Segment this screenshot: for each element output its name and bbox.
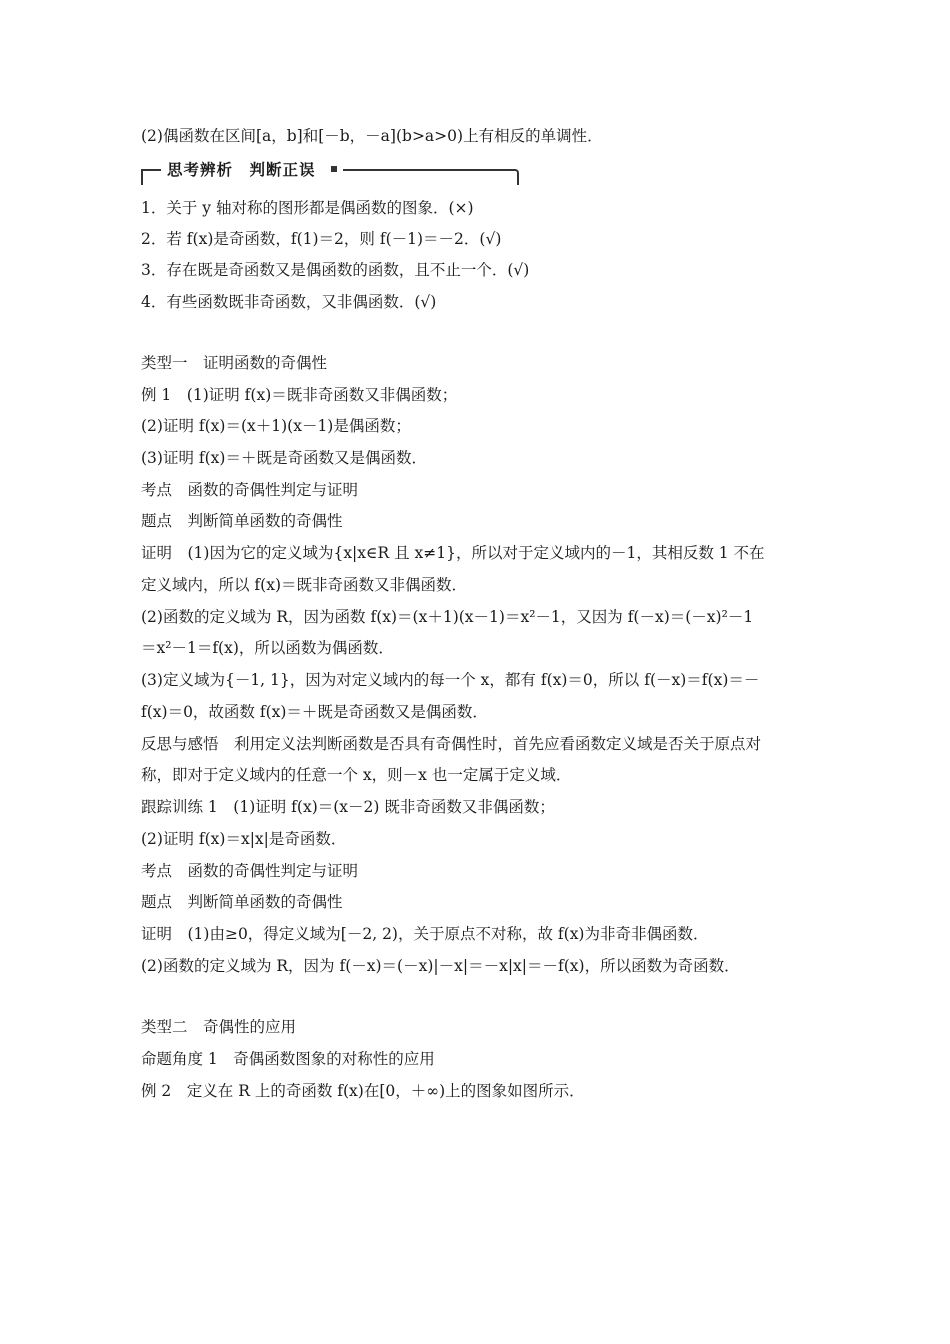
section1-heading: 类型一 证明函数的奇偶性	[141, 354, 328, 372]
banner-square-icon	[331, 166, 337, 172]
proof3-line2: f(x)＝0，故函数 f(x)＝＋既是奇函数又是偶函数．	[141, 703, 488, 721]
practice1-line2: (2)证明 f(x)＝x|x|是奇函数．	[141, 830, 347, 848]
tidian-line: 题点 判断简单函数的奇偶性	[141, 512, 343, 530]
judgment-item-1: 1．关于 y 轴对称的图形都是偶函数的图象．(×)	[141, 199, 474, 217]
banner-left-cap	[141, 169, 145, 185]
reflection-line1: 反思与感悟 利用定义法判断函数是否具有奇偶性时，首先应看函数定义域是否关于原点对	[141, 735, 762, 753]
example2-line: 例 2 定义在 R 上的奇函数 f(x)在[0，＋∞)上的图象如图所示．	[141, 1082, 585, 1100]
banner-right-bar	[343, 169, 515, 171]
judgment-item-4: 4．有些函数既非奇函数，又非偶函数．(√)	[141, 293, 437, 311]
judgment-item-3: 3．存在既是奇函数又是偶函数的函数，且不止一个．(√)	[141, 261, 530, 279]
proof2-line1: (2)函数的定义域为 R，因为函数 f(x)＝(x＋1)(x－1)＝x²－1，又因为 f(－x)＝(－x)²－1	[141, 608, 754, 626]
example1-line3: (3)证明 f(x)＝＋既是奇函数又是偶函数．	[141, 449, 427, 467]
intro-line: (2)偶函数在区间[a，b]和[－b，－a](b>a>0)上有相反的单调性．	[141, 127, 603, 145]
banner-left-bar	[141, 169, 161, 171]
judgment-item-2: 2．若 f(x)是奇函数，f(1)＝2，则 f(－1)＝－2．(√)	[141, 230, 502, 248]
banner-title: 思考辨析 判断正误	[167, 161, 316, 179]
proof1-line1: 证明 (1)因为它的定义域为{x|x∈R 且 x≠1}，所以对于定义域内的－1，其相反数 1 不在	[141, 544, 765, 562]
example1-line2: (2)证明 f(x)＝(x＋1)(x－1)是偶函数；	[141, 417, 411, 435]
proof2-line2: ＝x²－1＝f(x)，所以函数为偶函数．	[141, 639, 394, 657]
practice-proof-line1: 证明 (1)由≥0，得定义域为[－2, 2)，关于原点不对称，故 f(x)为非奇非偶函数．	[141, 925, 709, 943]
proof1-line2: 定义域内，所以 f(x)＝既非奇函数又非偶函数．	[141, 576, 468, 594]
section2-heading: 类型二 奇偶性的应用	[141, 1018, 297, 1036]
practice1-line1: 跟踪训练 1 (1)证明 f(x)＝(x－2) 既非奇函数又非偶函数；	[141, 798, 555, 816]
kaodian-line: 考点 函数的奇偶性判定与证明	[141, 481, 359, 499]
kaodian-line-2: 考点 函数的奇偶性判定与证明	[141, 862, 359, 880]
banner-right-cap	[515, 169, 519, 185]
angle1-line: 命题角度 1 奇偶函数图象的对称性的应用	[141, 1050, 435, 1068]
example1-line1: 例 1 (1)证明 f(x)＝既非奇函数又非偶函数；	[141, 386, 458, 404]
section-banner	[141, 160, 521, 186]
proof3-line1: (3)定义域为{－1, 1}，因为对定义域内的每一个 x，都有 f(x)＝0，所以 f(－x)＝f(x)＝－	[141, 671, 760, 689]
practice-proof-line2: (2)函数的定义域为 R，因为 f(－x)＝(－x)|－x|＝－x|x|＝－f(x)，所以函数为奇函数．	[141, 957, 740, 975]
reflection-line2: 称，即对于定义域内的任意一个 x，则－x 也一定属于定义域．	[141, 766, 572, 784]
tidian-line-2: 题点 判断简单函数的奇偶性	[141, 893, 343, 911]
